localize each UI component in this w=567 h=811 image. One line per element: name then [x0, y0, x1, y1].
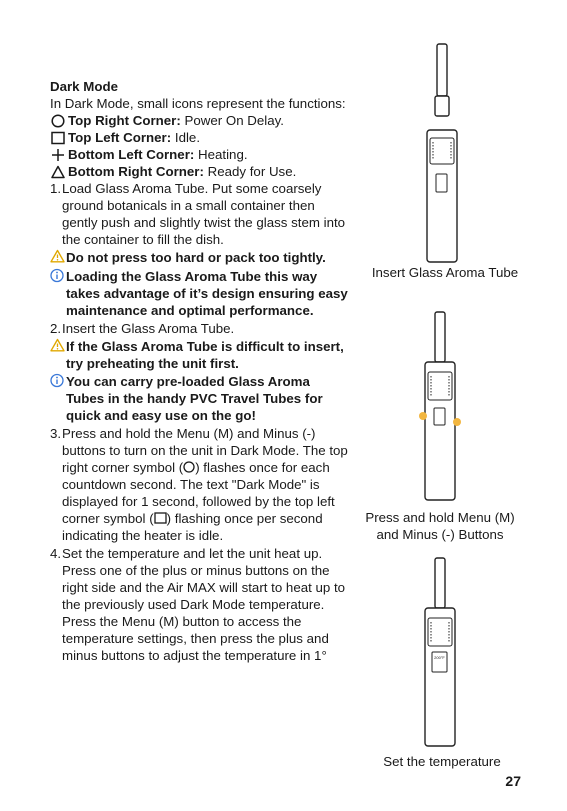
info-text: You can carry pre-loaded Glass Aroma Tubes in the handy PVC Travel Tubes for quick and easy use on the go! [66, 374, 323, 423]
step-text: Insert the Glass Aroma Tube. [62, 321, 235, 336]
icon-legend-row [50, 112, 350, 129]
figure-caption: Set the temperature [383, 754, 501, 769]
menu-button-highlight [419, 412, 427, 420]
step-number: 1. [50, 181, 62, 196]
warning-text: Do not press too hard or pack too tightly. [66, 250, 326, 265]
screen-readout: 200°F [434, 655, 445, 660]
legend-label: Bottom Right Corner: [68, 164, 204, 179]
warning-note [50, 249, 350, 267]
icon-legend-row [50, 163, 350, 180]
intro-text: In Dark Mode, small icons represent the functions: [50, 96, 346, 111]
device-illustration-set-temperature [413, 556, 473, 748]
info-icon [50, 268, 66, 319]
info-text: Loading the Glass Aroma Tube this way takes advantage of it’s design ensuring easy maintenance and optimal performance. [66, 269, 348, 318]
legend-text: Heating. [198, 147, 248, 162]
warning-note [50, 338, 350, 372]
info-note [50, 268, 350, 319]
step-number: 4. [50, 546, 62, 561]
warning-text: If the Glass Aroma Tube is difficult to insert, try preheating the unit first. [66, 339, 344, 371]
step-text: Press and hold the Menu (M) and Minus (-) buttons to turn on the unit in Dark Mode. The top right corner symbol ( ) flashes once for each countdown second. The text "Dark Mode" is displayed for 1 second, followed by the top left corner symbol ( ) flashing once per second indicating the heater is idle. [62, 426, 348, 543]
info-icon [50, 373, 66, 424]
page-number: 27 [505, 773, 521, 789]
step-4 [50, 545, 350, 664]
legend-label: Bottom Left Corner: [68, 147, 195, 162]
figure-caption: Press and hold Menu (M) and Minus (-) Buttons [365, 510, 515, 542]
step-text: Set the temperature and let the unit heat up. Press one of the plus or minus buttons on the right side and the Air MAX will start to heat up to the previously used Dark Mode temperature. Press the Menu (M) button to access the temperature settings, then press the plus and minus buttons to adjust the temperature in 1° [62, 546, 346, 663]
square-icon [154, 512, 167, 524]
warning-icon [50, 249, 66, 267]
step-2 [50, 320, 350, 337]
step-text: Load Glass Aroma Tube. Put some coarsely ground botanicals in a small container then gently push and slightly twist the glass stem into the container to fill the dish. [62, 181, 346, 247]
instructions-column [50, 78, 350, 664]
step-1 [50, 180, 350, 248]
device-illustration-insert-tube [415, 42, 475, 264]
warning-icon [50, 338, 66, 372]
legend-label: Top Left Corner: [68, 130, 172, 145]
legend-text: Ready for Use. [207, 164, 297, 179]
device-illustration-press-buttons [413, 310, 473, 502]
section-title: Dark Mode [50, 79, 118, 94]
circle-icon [183, 461, 195, 473]
minus-button-highlight [453, 418, 461, 426]
figure-caption: Insert Glass Aroma Tube [371, 265, 519, 280]
circle-icon [50, 114, 65, 128]
plus-icon [50, 148, 65, 162]
icon-legend-row [50, 146, 350, 163]
icon-legend-row [50, 129, 350, 146]
step-number: 2. [50, 321, 62, 336]
square-icon [50, 131, 65, 145]
step-3 [50, 425, 350, 544]
legend-text: Idle. [174, 130, 201, 145]
legend-label: Top Right Corner: [68, 113, 181, 128]
legend-text: Power On Delay. [184, 113, 284, 128]
step-number: 3. [50, 426, 62, 441]
info-note [50, 373, 350, 424]
triangle-icon [50, 165, 65, 179]
